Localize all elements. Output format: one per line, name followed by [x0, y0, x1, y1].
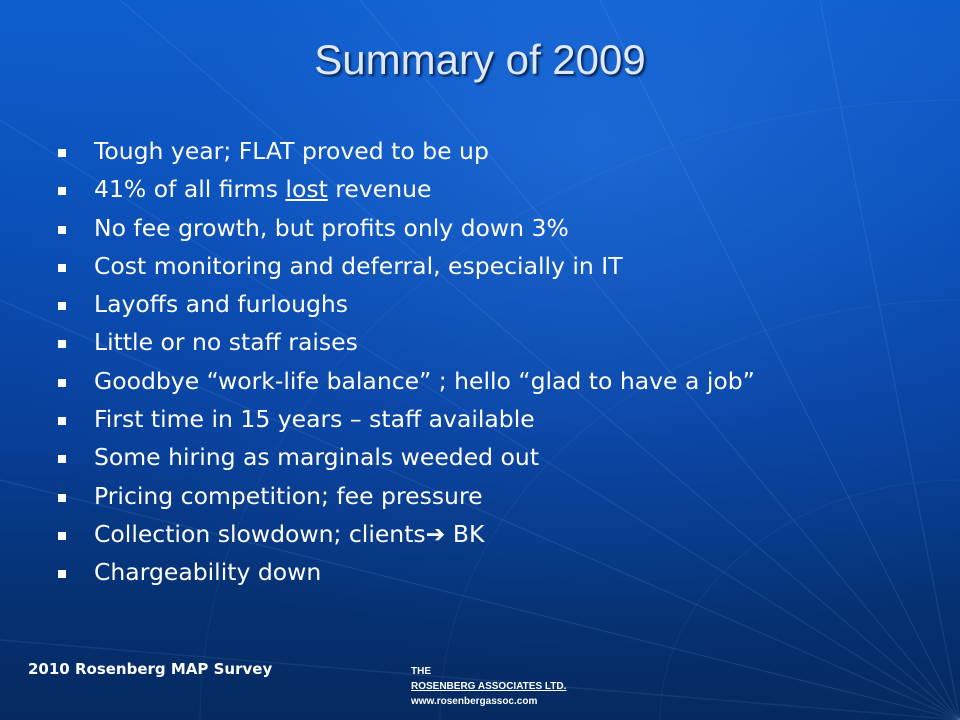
bullet-item — [58, 285, 938, 323]
footer-logo — [411, 664, 566, 709]
bullet-item — [58, 400, 938, 438]
square-bullet-icon — [58, 494, 66, 502]
square-bullet-icon — [58, 302, 66, 310]
right-arrow-icon: ➔ — [425, 519, 446, 548]
bullet-list — [58, 132, 938, 592]
bullet-text: No fee growth, but profits only down 3% — [94, 213, 569, 242]
bullet-text: Little or no staff raises — [94, 328, 358, 357]
bullet-text: Chargeability down — [94, 558, 322, 587]
bullet-item — [58, 132, 938, 170]
square-bullet-icon — [58, 340, 66, 348]
square-bullet-icon — [58, 226, 66, 234]
bullet-item — [58, 209, 938, 247]
bullet-item — [58, 438, 938, 476]
bullet-text: Pricing competition; fee pressure — [94, 481, 483, 510]
square-bullet-icon — [58, 149, 66, 157]
bullet-text: BK — [445, 519, 485, 548]
bullet-text: revenue — [327, 175, 432, 204]
bullet-item — [58, 323, 938, 361]
logo-line-the: THE — [411, 666, 431, 677]
bullet-text: Tough year; FLAT proved to be up — [94, 137, 489, 165]
bullet-item — [58, 170, 938, 208]
bullet-text: Collection slowdown; clients — [94, 519, 426, 548]
bullet-text: 41% of all firms — [94, 175, 286, 204]
square-bullet-icon — [58, 417, 66, 425]
footer-survey-label: 2010 Rosenberg MAP Survey — [28, 660, 273, 678]
square-bullet-icon — [58, 455, 66, 463]
square-bullet-icon — [58, 570, 66, 578]
bullet-item — [58, 515, 938, 553]
bullet-item — [58, 362, 938, 400]
bullet-item — [58, 553, 938, 591]
logo-line-company: ROSENBERG ASSOCIATES LTD. — [411, 681, 567, 692]
bullet-item — [58, 247, 938, 285]
bullet-text: Goodbye “work-life balance” ; hello “glad to have a job” — [94, 366, 755, 395]
logo-line-website: www.rosenbergassoc.com — [411, 696, 538, 707]
bullet-item — [58, 477, 938, 515]
bullet-text: Some hiring as marginals weeded out — [94, 443, 540, 472]
bullet-text: First time in 15 years – staff available — [94, 405, 535, 434]
bullet-text: Layoffs and furloughs — [94, 290, 349, 319]
square-bullet-icon — [58, 379, 66, 387]
bullet-text: Cost monitoring and deferral, especially in IT — [94, 251, 623, 280]
bullet-text-underlined: lost — [285, 175, 328, 204]
square-bullet-icon — [58, 187, 66, 195]
square-bullet-icon — [58, 264, 66, 272]
square-bullet-icon — [58, 532, 66, 540]
slide-title: Summary of 2009 — [314, 36, 646, 83]
